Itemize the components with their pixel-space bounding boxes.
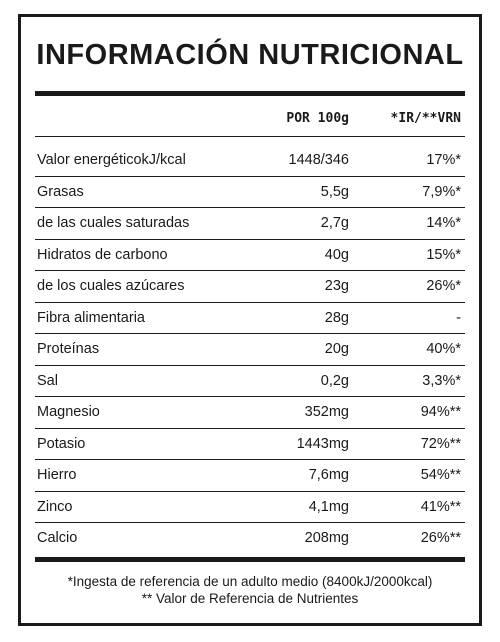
column-header-row: [35, 106, 465, 137]
nutrient-name: Zinco: [37, 498, 73, 515]
value-ir-vrn: 26%*: [426, 278, 461, 294]
table-row: [35, 334, 465, 366]
value-ir-vrn: 7,9%*: [422, 183, 461, 200]
bottom-rule: [35, 557, 465, 562]
value-ir-vrn: 41%**: [420, 498, 461, 515]
value-per-100g: 23g: [324, 278, 349, 294]
table-row: [35, 145, 465, 177]
value-ir-vrn: -: [456, 309, 461, 326]
value-per-100g: 20g: [324, 341, 349, 357]
value-per-100g: 208mg: [304, 530, 349, 546]
value-per-100g: 5,5g: [320, 183, 349, 200]
nutrient-name: Sal: [37, 372, 58, 389]
nutrient-name: Valor energéticokJ/kcal: [37, 152, 186, 168]
value-per-100g: 352mg: [304, 404, 349, 420]
footnote-line-2: ** Valor de Referencia de Nutrientes: [141, 591, 359, 606]
value-per-100g: 1448/346: [288, 152, 349, 168]
footnote: [21, 573, 479, 607]
value-ir-vrn: 72%**: [420, 435, 461, 452]
nutrient-name: Hidratos de carbono: [37, 246, 168, 263]
nutrient-name: Magnesio: [37, 404, 100, 420]
nutrient-name: de las cuales saturadas: [37, 215, 190, 231]
table-row: [35, 523, 465, 555]
table-row: [35, 397, 465, 429]
table-row: [35, 271, 465, 303]
value-ir-vrn: 26%**: [420, 530, 461, 546]
value-per-100g: 7,6mg: [308, 467, 349, 483]
nutrition-facts-panel: [18, 14, 482, 626]
value-ir-vrn: 14%*: [426, 215, 461, 231]
panel-title: INFORMACIÓN NUTRICIONAL: [36, 39, 464, 71]
value-ir-vrn: 17%*: [426, 152, 461, 168]
value-per-100g: 1443mg: [296, 435, 349, 452]
nutrient-name: Proteínas: [37, 341, 100, 357]
value-per-100g: 28g: [324, 309, 349, 326]
table-row: [35, 366, 465, 398]
table-row: [35, 492, 465, 524]
nutrient-name: Potasio: [37, 435, 86, 452]
value-ir-vrn: 3,3%*: [422, 372, 461, 389]
table-row: [35, 429, 465, 461]
table-row: [35, 303, 465, 335]
nutrient-table: [35, 145, 465, 555]
top-rule: [35, 91, 465, 96]
value-ir-vrn: 94%**: [420, 404, 461, 420]
value-per-100g: 4,1mg: [308, 498, 349, 515]
table-row: [35, 208, 465, 240]
column-header-ir: *IR/**VRN: [390, 111, 461, 126]
nutrient-name: Grasas: [37, 183, 84, 200]
table-row: [35, 460, 465, 492]
value-ir-vrn: 15%*: [426, 246, 461, 263]
value-ir-vrn: 54%**: [420, 467, 461, 483]
nutrient-name: Hierro: [37, 467, 77, 483]
table-row: [35, 240, 465, 272]
table-row: [35, 177, 465, 209]
footnote-line-1: *Ingesta de referencia de un adulto medio (8400kJ/2000kcal): [67, 574, 433, 589]
value-ir-vrn: 40%*: [426, 341, 461, 357]
nutrient-name: Calcio: [37, 530, 78, 546]
value-per-100g: 0,2g: [320, 372, 349, 389]
column-header-per100: POR 100g: [286, 111, 349, 126]
value-per-100g: 2,7g: [320, 215, 349, 231]
nutrient-name: de los cuales azúcares: [37, 278, 185, 294]
value-per-100g: 40g: [324, 246, 349, 263]
nutrient-name: Fibra alimentaria: [37, 309, 145, 326]
